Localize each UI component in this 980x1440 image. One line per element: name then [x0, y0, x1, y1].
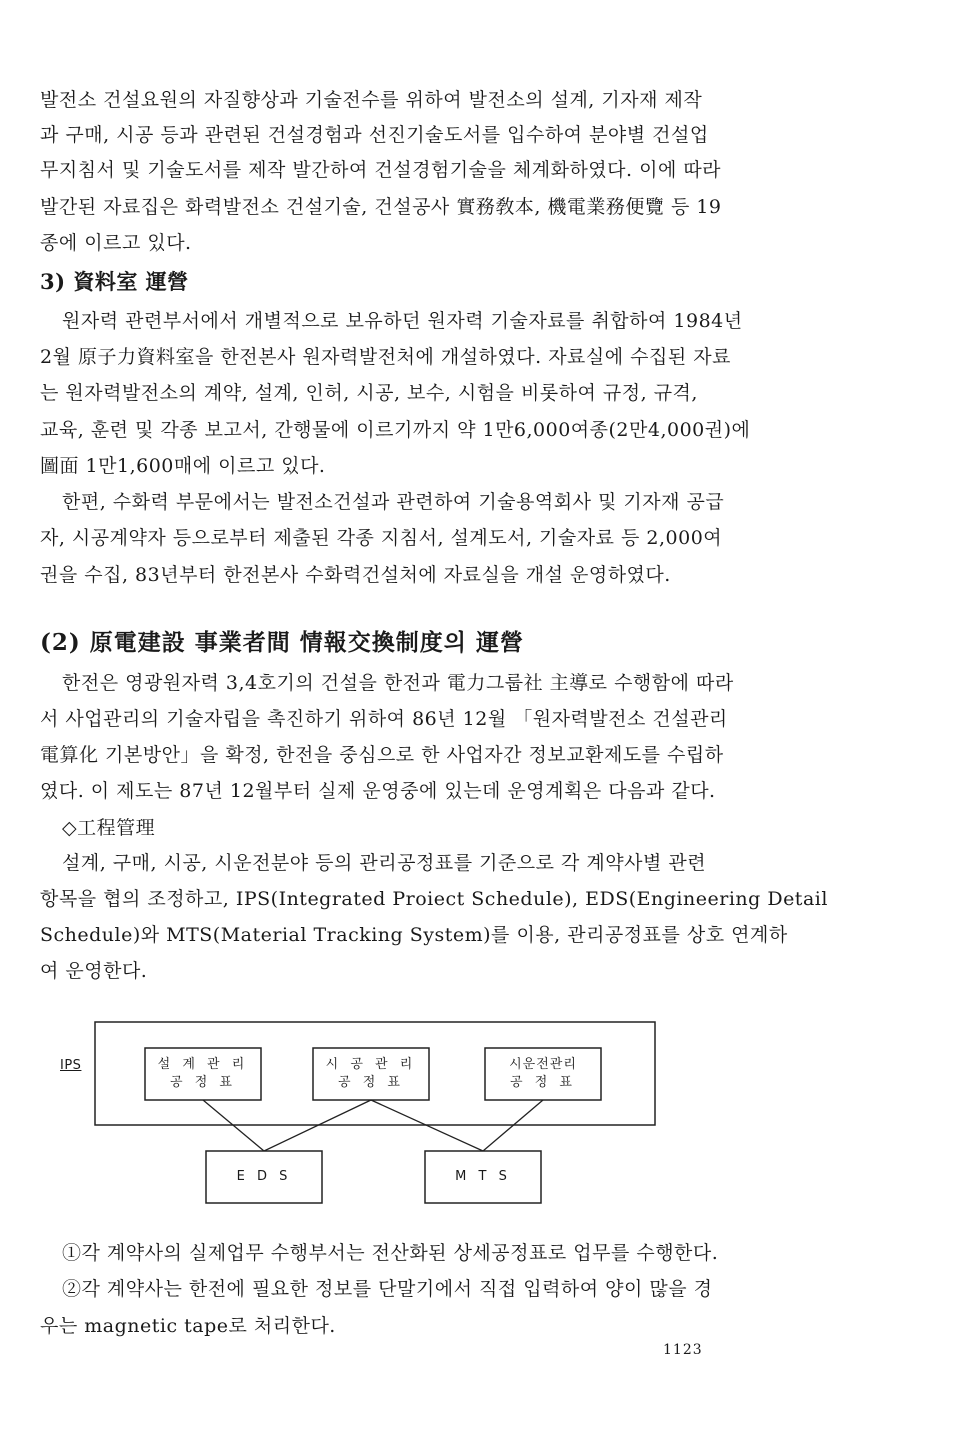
paragraph-line: 여 운영한다.	[40, 960, 148, 982]
paragraph-line: 서 사업관리의 기술자립을 촉진하기 위하여 86년 12월 「원자력발전소 건설관리	[40, 708, 728, 730]
note-line: ②각 계약사는 한전에 필요한 정보를 단말기에서 직접 입력하여 양이 많을 경	[62, 1278, 713, 1300]
box-label-line: 공 정 표	[170, 1075, 236, 1090]
page-number: 1123	[663, 1342, 703, 1358]
paragraph-line: 항목을 협의 조정하고, IPS(Integrated Proiect Schedule), EDS(Engineering Detail	[40, 888, 828, 910]
box-label-line: 시 공 관 리	[325, 1057, 417, 1072]
section-heading: (2) 原電建設 事業者間 情報交換制度의 運營	[40, 629, 525, 656]
design-schedule-label	[145, 1056, 261, 1092]
box-label-line: 공 정 표	[338, 1075, 404, 1090]
paragraph-line: 한편, 수화력 부문에서는 발전소건설과 관련하여 기술용역회사 및 기자재 공급	[62, 491, 725, 513]
note-line: 우는 magnetic tape로 처리한다.	[40, 1315, 336, 1337]
paragraph-line: 종에 이르고 있다.	[40, 232, 192, 254]
paragraph-line: 자, 시공계약자 등으로부터 제출된 각종 지침서, 설계도서, 기술자료 등 2,000여	[40, 527, 723, 549]
note-line: ①각 계약사의 실제업무 수행부서는 전산화된 상세공정표로 업무를 수행한다.	[62, 1242, 719, 1264]
paragraph-line: 교육, 훈련 및 각종 보고서, 간행물에 이르기까지 약 1만6,000여종(2만4,000권)에	[40, 419, 751, 441]
paragraph-line: 무지침서 및 기술도서를 제작 발간하여 건설경험기술을 체계화하였다. 이에 따라	[40, 159, 722, 181]
subheading: ◇工程管理	[62, 817, 156, 839]
paragraph-line: 원자력 관련부서에서 개별적으로 보유하던 원자력 기술자료를 취합하여 1984년	[62, 310, 743, 332]
paragraph-line: 발간된 자료집은 화력발전소 건설기술, 건설공사 實務敎本, 機電業務便覽 등 19	[40, 196, 722, 218]
commissioning-schedule-label	[485, 1056, 601, 1092]
paragraph-line: 는 원자력발전소의 계약, 설계, 인허, 시공, 보수, 시험을 비롯하여 규정, 규격,	[40, 382, 698, 404]
eds-label: E D S	[236, 1169, 292, 1184]
ips-label: IPS	[60, 1058, 82, 1073]
paragraph-line: Schedule)와 MTS(Material Tracking System)를 이용, 관리공정표를 상호 연계하	[40, 924, 788, 946]
paragraph-line: 과 구매, 시공 등과 관련된 건설경험과 선진기술도서를 입수하여 분야별 건설업	[40, 124, 709, 146]
box-label-line: 시운전관리	[509, 1057, 577, 1072]
paragraph-line: 설계, 구매, 시공, 시운전분야 등의 관리공정표를 기준으로 각 계약사별 관련	[62, 852, 707, 874]
mts-label: M T S	[455, 1169, 511, 1184]
paragraph-line: 한전은 영광원자력 3,4호기의 건설을 한전과 電力그룹社 主導로 수행함에 따라	[62, 672, 734, 694]
paragraph-line: 발전소 건설요원의 자질향상과 기술전수를 위하여 발전소의 설계, 기자재 제작	[40, 89, 703, 111]
construction-schedule-label	[313, 1056, 429, 1092]
paragraph-line: 圖面 1만1,600매에 이르고 있다.	[40, 455, 326, 477]
box-label-line: 설 계 관 리	[157, 1057, 249, 1072]
paragraph-line: 電算化 기본방안」을 확정, 한전을 중심으로 한 사업자간 정보교환제도를 수립하	[40, 744, 724, 766]
paragraph-line: 권을 수집, 83년부터 한전본사 수화력건설처에 자료실을 개설 운영하였다.	[40, 564, 671, 586]
section-heading: 3) 資料室 運營	[40, 269, 189, 294]
box-label-line: 공 정 표	[510, 1075, 576, 1090]
paragraph-line: 였다. 이 제도는 87년 12월부터 실제 운영중에 있는데 운영계획은 다음과 같다.	[40, 780, 716, 802]
paragraph-line: 2월 原子力資料室을 한전본사 원자력발전처에 개설하였다. 자료실에 수집된 자료	[40, 346, 731, 368]
